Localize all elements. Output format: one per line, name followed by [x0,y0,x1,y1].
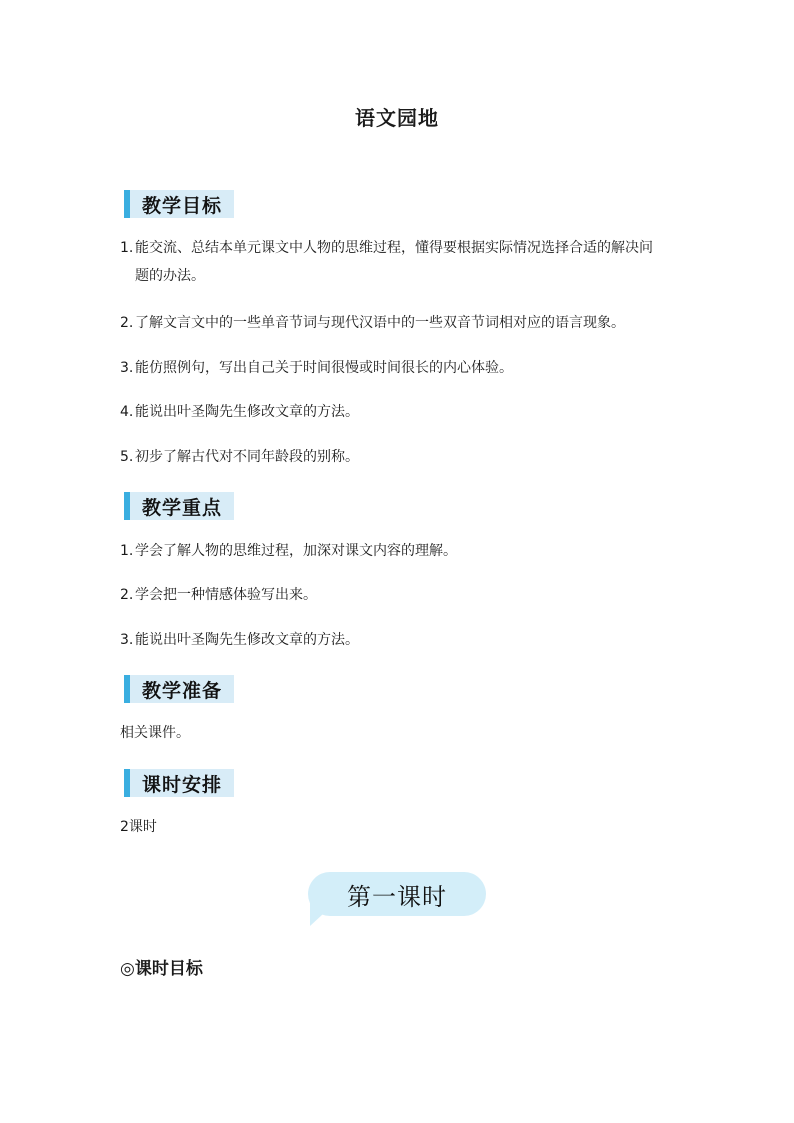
section-heading-label: 教学目标 [142,194,223,217]
lesson-bubble [308,872,488,930]
item-text-line1: 能交流、总结本单元课文中人物的思维过程，懂得要根据实际情况选择合适的解决问 [135,240,653,256]
item-text-line2: 题的办法。 [135,268,205,284]
goal-item-3 [120,354,690,382]
item-number: 5. [120,449,134,465]
section-heading-preparation [124,675,234,703]
preparation-text: 相关课件。 [120,725,190,741]
item-text: 能说出叶圣陶先生修改文章的方法。 [135,404,359,420]
item-text: 学会把一种情感体验写出来。 [135,587,317,603]
item-text: 了解文言文中的一些单音节词与现代汉语中的一些双音节词相对应的语言现象。 [135,315,625,331]
item-number: 3. [120,360,134,376]
item-number: 2. [120,587,134,603]
item-number: 2. [120,315,134,331]
item-text: 能说出叶圣陶先生修改文章的方法。 [135,632,359,648]
key-point-item-3 [120,626,690,654]
goal-item-1 [120,234,690,290]
section-heading-label: 课时安排 [142,773,223,796]
lesson-goal-heading: ◎课时目标 [120,959,203,979]
section-heading-key-points [124,492,234,520]
item-number: 4. [120,404,134,420]
item-number: 3. [120,632,134,648]
key-point-item-1 [120,537,690,565]
item-text: 能仿照例句，写出自己关于时间很慢或时间很长的内心体验。 [135,360,513,376]
item-number: 1. [120,240,134,256]
bubble-body [308,872,486,916]
item-text: 学会了解人物的思维过程，加深对课文内容的理解。 [135,543,457,559]
section-heading-goals [124,190,234,218]
goal-item-4 [120,398,690,426]
item-number: 1. [120,543,134,559]
section-heading-label: 教学准备 [142,679,223,702]
goal-item-5 [120,443,690,471]
lesson-bubble-text: 第一课时 [347,882,447,911]
section-heading-schedule [124,769,234,797]
goal-item-2 [120,309,690,337]
section-heading-label: 教学重点 [142,496,223,519]
item-text: 初步了解古代对不同年龄段的别称。 [135,449,359,465]
page-title: 语文园地 [355,106,439,130]
key-point-item-2 [120,581,690,609]
schedule-text: 2课时 [120,819,157,835]
